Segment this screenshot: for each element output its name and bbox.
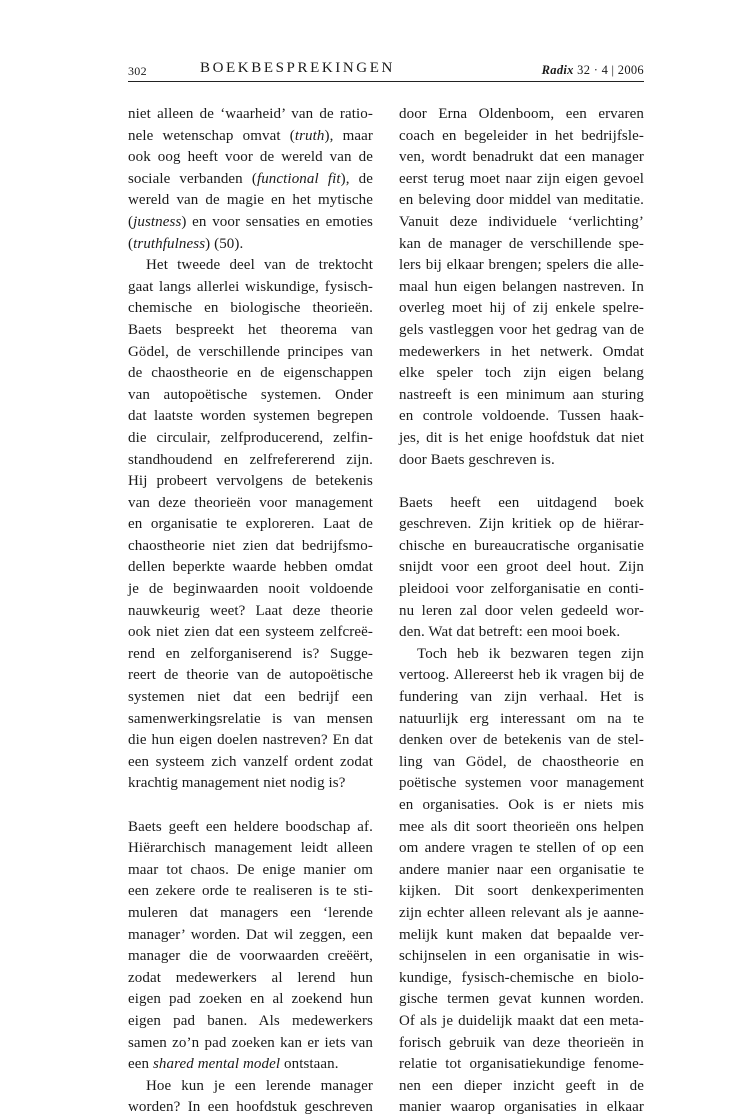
text-line: muleren dat managers een ‘lerende: [128, 904, 373, 921]
text-line: de chaostheorie en de eigenschappen: [128, 365, 373, 382]
text-line: om andere vragen te stellen of op een: [399, 840, 644, 857]
text-line: standhoudend en zelfrefererend zijn.: [128, 451, 373, 468]
text-line: gels vastleggen voor het gedrag van de: [399, 321, 644, 338]
text-line: ven, wordt benadrukt dat een manager: [399, 149, 644, 166]
text-line: eerst terug moet naar zijn eigen gevoel: [399, 170, 644, 187]
text-line: nu leren zal door velen gedeeld wor-: [399, 602, 644, 619]
text-line: Baets bespreekt het theorema van: [128, 321, 373, 338]
text-line: die circulair, zelfproducerend, zelfin-: [128, 429, 373, 446]
text-line: die hun eigen doelen nastreven? En dat: [128, 732, 373, 749]
paragraph: [128, 1076, 373, 1119]
paragraph: [128, 255, 373, 795]
text-line: van deze theorieën voor management: [128, 494, 373, 511]
text-line: geschreven. Zijn kritiek op de hiërar-: [399, 516, 644, 533]
text-line: elke speler toch zijn eigen belang: [399, 365, 644, 382]
journal-name: Radix: [541, 63, 574, 77]
paragraph-gap: [128, 795, 373, 817]
text-line: kan de manager de verschillende spe-: [399, 235, 644, 252]
paragraph: [399, 644, 644, 1119]
text-line: gaat langs allerlei wiskundige, fysisch-: [128, 278, 373, 295]
paragraph: [128, 104, 373, 255]
text-line: niet alleen de ‘waarheid’ van de ratio-: [128, 106, 373, 122]
text-line: dat laatste worden systemen begrepen: [128, 408, 373, 425]
text-line: samen zo’n pad zoeken kan er iets van: [128, 1034, 373, 1051]
text-line: pleidooi voor zelforganisatie en conti-: [399, 581, 644, 598]
text-line: Hij probeert vervolgens de betekenis: [128, 473, 373, 490]
text-line: kundige, fysisch-chemische en biolo-: [399, 969, 644, 986]
text-line: zodat medewerkers al lerend hun: [128, 969, 373, 986]
text-line: rend en zelforganiserend is? Sugge-: [128, 645, 373, 662]
text-line: poëtische systemen voor management: [399, 775, 644, 792]
text-line: eigen pad banen. Als medewerkers: [128, 1012, 373, 1029]
text-line: ook oog heeft voor de wereld van de: [128, 149, 373, 166]
text-line: Baets geeft een heldere boodschap af.: [128, 818, 373, 835]
text-line: wereld van de magie en het mytische: [128, 192, 373, 209]
paragraph: [399, 493, 644, 644]
text-line: natuurlijk erg interessant om na te: [399, 710, 644, 727]
text-line: krachtig management niet nodig is?: [128, 775, 346, 792]
text-line: reert de theorie van de autopoëtische: [128, 667, 373, 684]
text-line: ling van Gödel, de chaostheorie en: [399, 753, 644, 770]
header-rule: [128, 81, 644, 82]
text-line: mee als dit soort theorieën ons helpen: [399, 818, 644, 835]
text-line: een shared mental model ontstaan.: [128, 1056, 339, 1073]
paragraph-gap: [399, 471, 644, 493]
text-line: nastreeft is een minimum aan sturing: [399, 386, 644, 403]
text-line: een systeem zich vanzelf ordent zodat: [128, 753, 373, 770]
text-line: fundering van zijn verhaal. Het is: [399, 689, 644, 706]
text-line: snijdt voor een groot deel hout. Zijn: [399, 559, 644, 576]
text-line: medewerkers in het netwerk. Omdat: [399, 343, 644, 360]
text-line: een zekere orde te realiseren is te sti-: [128, 883, 373, 900]
text-line: eigen pad zoeken en al zoekend hun: [128, 991, 373, 1008]
text-line: vertoog. Allereerst heb ik vragen bij de: [399, 667, 644, 684]
text-line: worden? In een hoofdstuk geschreven: [128, 1099, 373, 1116]
text-line: dellen beperkte waarde hebben omdat: [128, 559, 373, 576]
text-line: maar tot chaos. De enige manier om: [128, 861, 373, 878]
text-line: systemen niet dat een bedrijf een: [128, 689, 373, 706]
text-line: kijken. Dit soort denkexperimenten: [399, 883, 644, 900]
text-line: Hiërarchisch management leidt alleen: [128, 840, 373, 857]
text-line: sociale verbanden (functional fit), de: [128, 170, 374, 187]
text-line: manager’ worden. Dat wil zeggen, een: [128, 926, 373, 943]
text-line: manager die de voorwaarden creëërt,: [128, 948, 373, 965]
left-column: [128, 104, 373, 1119]
right-column: [399, 104, 644, 1119]
text-line: en organisatie te exploreren. Laat de: [128, 516, 373, 533]
text-line: nen een dieper inzicht geeft in de: [399, 1077, 644, 1094]
text-line: en beleving door middel van meditatie.: [399, 192, 644, 209]
text-line: melijk kunt maken dat bepaalde ver-: [399, 926, 644, 943]
text-line: den. Wat dat betreft: een mooi boek.: [399, 624, 621, 641]
paragraph: [128, 817, 373, 1076]
text-line: Vanuit deze individuele ‘verlichting’: [399, 213, 644, 230]
text-line: chaostheorie niet zien dat bedrijfsmo-: [128, 537, 373, 554]
text-line: lers bij elkaar brengen; spelers die alle-: [399, 257, 644, 274]
text-line: (truthfulness) (50).: [128, 235, 244, 252]
text-line: maal hun eigen belangen nastreven. In: [399, 278, 644, 295]
text-line: denken over de betekenis van de stel-: [399, 732, 644, 749]
text-line: Het tweede deel van de trektocht: [146, 257, 373, 274]
text-line: Toch heb ik bezwaren tegen zijn: [417, 645, 644, 662]
text-line: Gödel, de verschillende principes van: [128, 343, 373, 360]
text-line: chemische en biologische theorieën.: [128, 300, 373, 317]
text-line: Hoe kun je een lerende manager: [146, 1077, 373, 1094]
journal-issue: 32 · 4 | 2006: [577, 63, 644, 77]
text-line: zijn echter alleen relevant als je aanne-: [399, 904, 644, 921]
text-line: manier waarop organisaties in elkaar: [399, 1099, 644, 1116]
text-line: coach en begeleider in het bedrijfsle-: [399, 127, 644, 144]
text-line: andere manier naar een organisatie te: [399, 861, 644, 878]
running-header: [128, 59, 644, 81]
text-line: door Erna Oldenboom, een ervaren: [399, 106, 644, 122]
text-line: je de beginwaarden nooit voldoende: [128, 581, 373, 598]
text-line: gische termen gevat kunnen worden.: [399, 991, 644, 1008]
text-line: van autopoëtische systemen. Onder: [128, 386, 373, 403]
text-line: samenwerkingsrelatie is van mensen: [128, 710, 373, 727]
section-title: BOEKBESPREKINGEN: [200, 60, 395, 76]
text-line: forisch gebruik van deze theorieën in: [399, 1034, 644, 1051]
text-line: overleg moet hij of zij enkele spelre-: [399, 300, 644, 317]
page-number: 302: [128, 64, 147, 78]
text-line: Of als je duidelijk maakt dat een meta-: [399, 1012, 644, 1029]
text-line: nauwkeurig weet? Laat deze theorie: [128, 602, 373, 619]
text-line: chische en bureaucratische organisatie: [399, 537, 644, 554]
text-line: en organisaties. Ook is er niets mis: [399, 797, 644, 813]
paragraph: [399, 104, 644, 471]
text-line: jes, dit is het enige hoofdstuk dat niet: [399, 429, 644, 446]
text-line: Baets heeft een uitdagend boek: [399, 494, 644, 511]
text-line: nele wetenschap omvat (truth), maar: [128, 127, 373, 144]
text-line: door Baets geschreven is.: [399, 451, 555, 468]
text-line: (justness) en voor sensaties en emoties: [128, 213, 373, 230]
text-line: ook niet zien dat een systeem zelfcreë-: [128, 624, 373, 641]
text-line: en controle voldoende. Tussen haak-: [399, 408, 644, 425]
text-line: relatie tot organisatiekundige fenome-: [399, 1056, 644, 1073]
journal-citation: [542, 63, 644, 78]
text-line: schijnselen in een organisatie in wis-: [399, 948, 644, 965]
